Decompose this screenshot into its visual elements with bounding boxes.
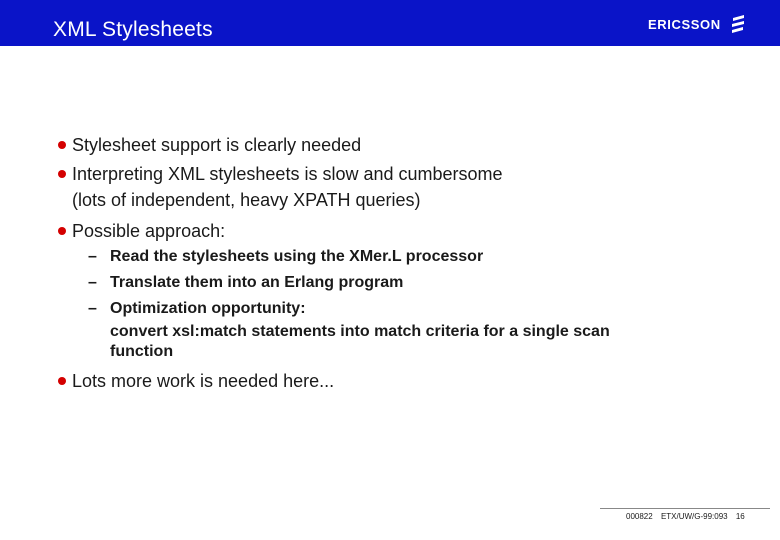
bullet-dot-icon: [58, 377, 66, 385]
footer: [626, 512, 751, 521]
footer-page-number: 16: [735, 512, 745, 521]
bullet-text: Stylesheet support is clearly needed: [72, 135, 362, 155]
footer-date: 000822: [626, 512, 653, 521]
sub-bullet-continuation-text: convert xsl:match statements into match criteria for a single scan: [110, 323, 610, 340]
dash-icon: –: [88, 274, 97, 291]
footer-doc-id: ETX/UW/G-99:093: [660, 512, 728, 521]
sub-bullet-text: Translate them into an Erlang program: [110, 274, 404, 291]
dash-icon: –: [88, 248, 97, 265]
bullet-continuation-text: (lots of independent, heavy XPATH queries): [72, 190, 421, 210]
logo-text: ERICSSON: [648, 16, 721, 32]
slide-title: XML Stylesheets: [53, 18, 213, 41]
sub-bullet-text: Read the stylesheets using the XMer.L processor: [110, 248, 484, 265]
footer-divider: [600, 508, 770, 509]
dash-icon: –: [88, 300, 97, 317]
sub-bullet-continuation-text: function: [110, 343, 174, 360]
sub-bullet-text: Optimization opportunity:: [110, 300, 306, 317]
bullet-dot-icon: [58, 227, 66, 235]
bullet-text: Possible approach:: [72, 221, 226, 241]
bullet-dot-icon: [58, 170, 66, 178]
bullet-dot-icon: [58, 141, 66, 149]
bullet-text: Interpreting XML stylesheets is slow and cumbersome: [72, 164, 503, 184]
bullet-text: Lots more work is needed here...: [72, 371, 335, 391]
